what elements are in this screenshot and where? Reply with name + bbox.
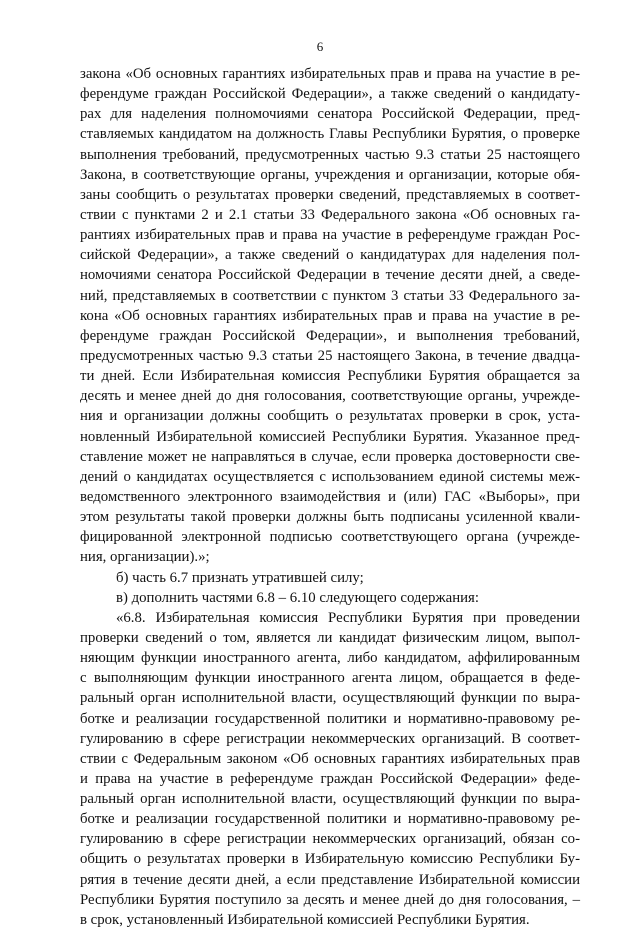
text-line: кона «Об основных гарантиях избирательных прав и права на участие в ре- bbox=[80, 307, 580, 324]
text-line: ботке и реализации государственной политики и нормативно-правовому ре- bbox=[80, 811, 580, 828]
text-line: ния и организации должны сообщить о результатах проверки в срок, уста- bbox=[80, 408, 580, 425]
text-line: новленный Избирательной комиссией Республики Бурятия. Указанное пред- bbox=[80, 428, 580, 445]
text-line: выполнения требований, предусмотренных частью 9.3 статьи 25 настоящего bbox=[80, 146, 580, 163]
text-line: в) дополнить частями 6.8 – 6.10 следующего содержания: bbox=[116, 589, 479, 606]
body-text bbox=[80, 64, 580, 930]
text-line: гулированию в сфере регистрации некоммерческих организаций. В соответ- bbox=[80, 730, 580, 747]
text-line: няющим функции иностранного агента, либо кандидатом, аффилированным bbox=[80, 650, 580, 667]
page-number: 6 bbox=[316, 39, 324, 54]
text-line: ферендуме граждан Российской Федерации», и выполнения требований, bbox=[80, 327, 580, 344]
text-line: ботке и реализации государственной политики и нормативно-правовому ре- bbox=[80, 710, 580, 727]
text-line: в срок, установленный Избирательной комиссией Республики Бурятия. bbox=[80, 911, 530, 928]
text-line: с выполняющим функции иностранного агента лицом, обращается в феде- bbox=[80, 670, 580, 687]
text-line: предусмотренных частью 9.3 статьи 25 настоящего Закона, в течение двадца- bbox=[80, 347, 580, 364]
text-line: этом результаты такой проверки должны быть подписаны усиленной квали- bbox=[80, 509, 580, 526]
text-line: ствии с пунктами 2 и 2.1 статьи 33 Федерального закона «Об основных га- bbox=[80, 206, 580, 223]
text-line: б) часть 6.7 признать утратившей силу; bbox=[116, 569, 364, 586]
text-line: гулированию в сфере регистрации некоммерческих организаций, обязан со- bbox=[80, 831, 580, 848]
text-line: ставление может не направляться в случае, если проверка достоверности све- bbox=[80, 448, 580, 465]
text-line: и права на участие в референдуме граждан Российской Федерации» феде- bbox=[80, 770, 580, 787]
text-line: общить о результатах проверки в Избирательную комиссию Республики Бу- bbox=[80, 851, 580, 868]
text-line: рах для наделения полномочиями сенатора Российской Федерации, пред- bbox=[80, 106, 580, 123]
text-line: закона «Об основных гарантиях избирательных прав и права на участие в ре- bbox=[80, 66, 580, 82]
text-line: рантиях избирательных прав и права на участие в референдуме граждан Рос- bbox=[80, 227, 580, 244]
text-line: номочиями сенатора Российской Федерации в течение десяти дней, а сведе- bbox=[80, 267, 580, 284]
text-line: фицированной электронной подписью соответствующего органа (учрежде- bbox=[80, 529, 580, 546]
text-line: ральный орган исполнительной власти, осуществляющий функции по выра- bbox=[80, 791, 580, 808]
text-line: проверки сведений о том, является ли кандидат физическим лицом, выпол- bbox=[80, 629, 580, 646]
text-line: ствии с Федеральным законом «Об основных гарантиях избирательных прав bbox=[80, 750, 580, 767]
text-line: ний, представляемых в соответствии с пунктом 3 статьи 33 Федерального за- bbox=[80, 287, 580, 304]
text-line: ти дней. Если Избирательная комиссия Республики Бурятия обращается за bbox=[80, 368, 580, 385]
text-line: Республики Бурятия поступило за десять и менее дней до дня голосования, – bbox=[80, 891, 580, 908]
text-line: десять и менее дней до дня голосования, соответствующие органы, учрежде- bbox=[80, 388, 580, 405]
text-line: ферендуме граждан Российской Федерации», а также сведений о кандидату- bbox=[80, 86, 580, 103]
text-line: дений о кандидатах осуществляется с использованием единой системы меж- bbox=[80, 468, 580, 485]
text-line: Закона, в соответствующие органы, учреждения и организации, которые обя- bbox=[80, 166, 580, 183]
text-line: заны сообщить о результатах проверки сведений, представляемых в соответ- bbox=[80, 186, 580, 203]
text-line: ставляемых кандидатом на должность Главы Республики Бурятия, о проверке bbox=[80, 126, 580, 143]
text-line: сийской Федерации», а также сведений о кандидатурах для наделения пол- bbox=[80, 247, 580, 264]
text-line: рятия в течение десяти дней, а если представление Избирательной комиссии bbox=[80, 871, 580, 888]
text-line: ведомственного электронного взаимодействия и (или) ГАС «Выборы», при bbox=[80, 488, 580, 505]
text-line: ния, организации).»; bbox=[80, 549, 210, 566]
text-line: «6.8. Избирательная комиссия Республики Бурятия при проведении bbox=[116, 609, 580, 626]
text-line: ральный орган исполнительной власти, осуществляющий функции по выра- bbox=[80, 690, 580, 707]
